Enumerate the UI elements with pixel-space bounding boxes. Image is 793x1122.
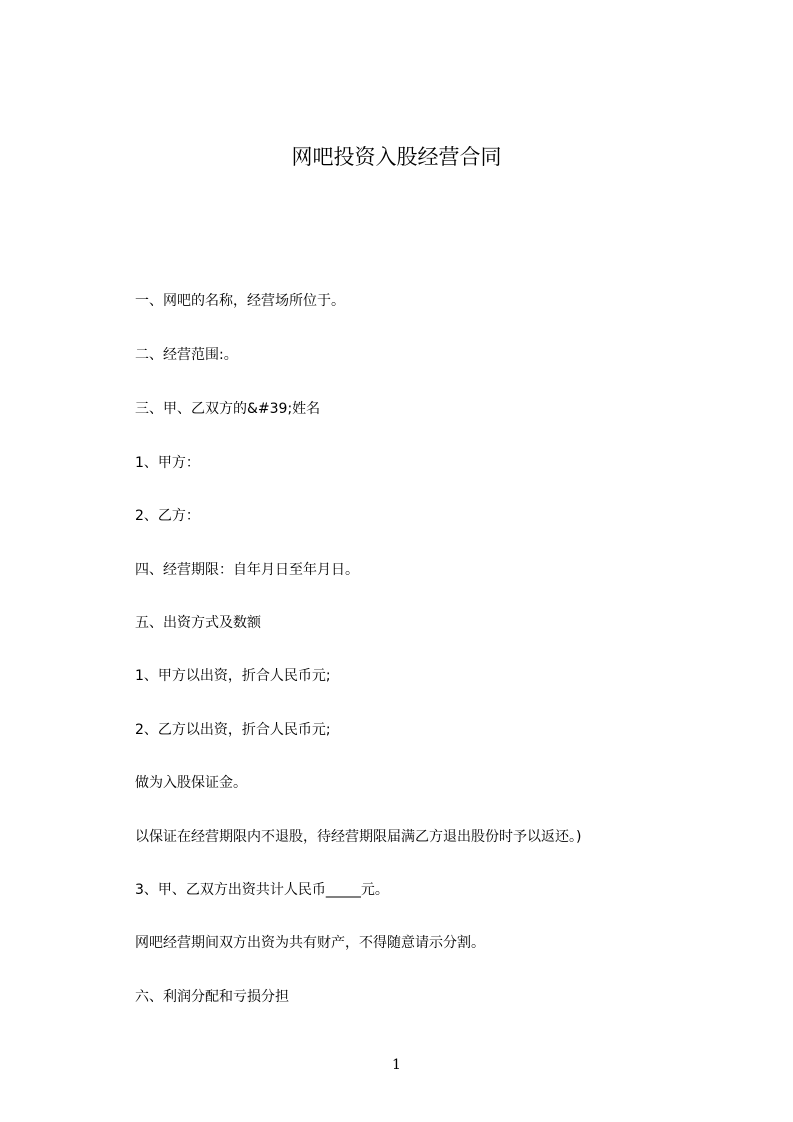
clause-paragraph: 网吧经营期间双方出资为共有财产，不得随意请示分割。 (135, 935, 485, 951)
document-title: 网吧投资入股经营合同 (291, 145, 502, 169)
clause-paragraph: 五、出资方式及数额 (135, 615, 261, 631)
clause-paragraph: 1、甲方： (135, 455, 200, 471)
clause-paragraph: 三、甲、乙双方的&#39;姓名 (135, 401, 321, 417)
clause-paragraph: 2、乙方： (135, 508, 200, 524)
clause-paragraph: 做为入股保证金。 (135, 775, 247, 791)
clause-paragraph: 一、网吧的名称，经营场所位于。 (135, 293, 345, 309)
clause-paragraph: 六、利润分配和亏损分担 (135, 989, 289, 1005)
page-number: 1 (392, 1057, 401, 1073)
clause-paragraph: 以保证在经营期限内不退股，待经营期限届满乙方退出股份时予以返还。) (135, 829, 582, 845)
clause-paragraph: 3、甲、乙双方出资共计人民币_____元。 (135, 882, 389, 898)
clause-paragraph: 1、甲方以出资，折合人民币元; (135, 668, 331, 684)
clause-paragraph: 2、乙方以出资，折合人民币元; (135, 722, 331, 738)
clause-paragraph: 四、经营期限：自年月日至年月日。 (135, 562, 359, 578)
clause-paragraph: 二、经营范围:。 (135, 347, 238, 363)
